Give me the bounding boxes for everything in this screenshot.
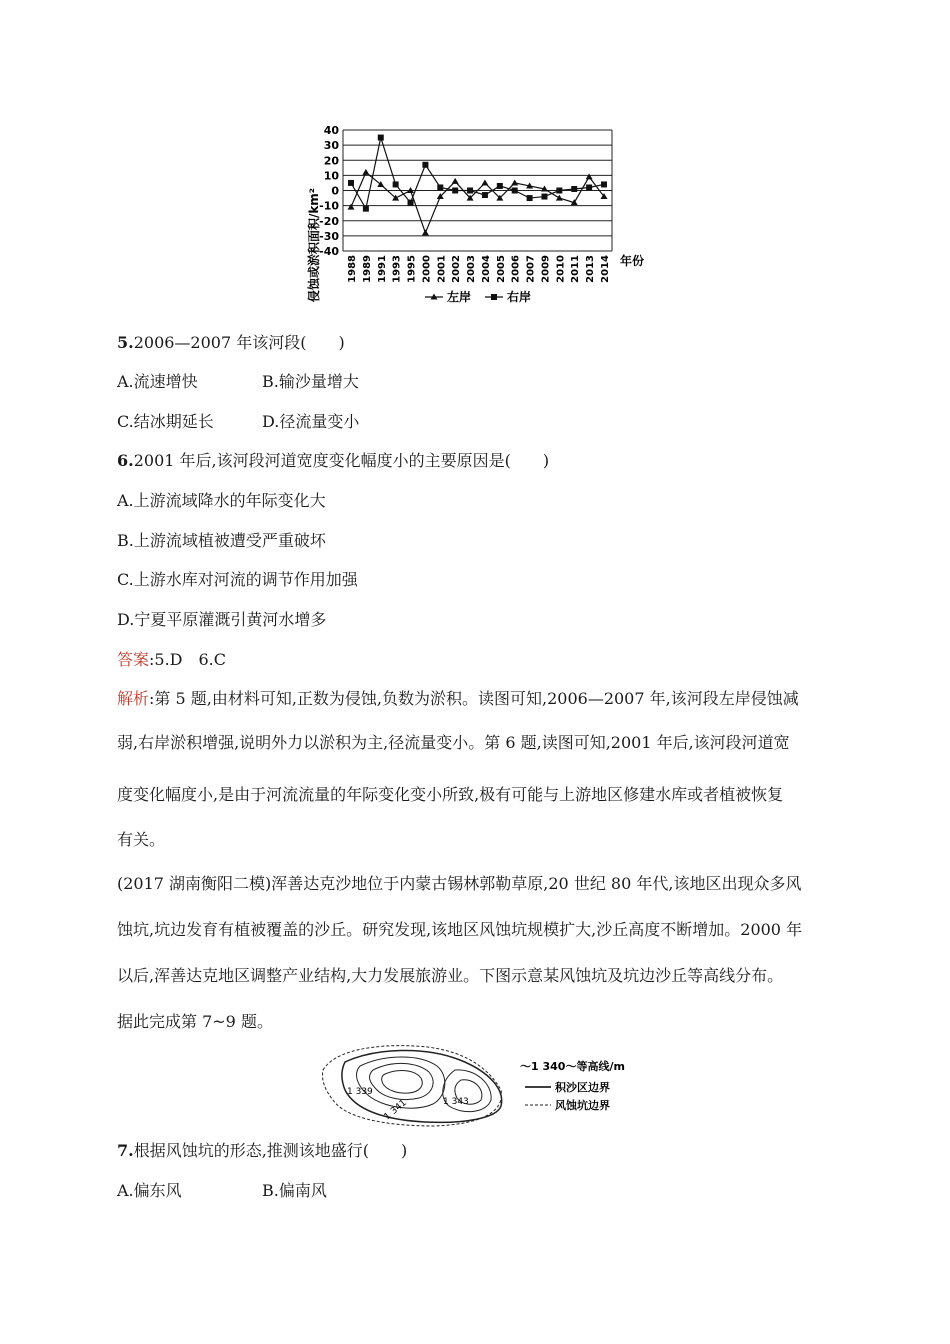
x-tick-label: 2005 — [495, 254, 507, 283]
x-tick-label: 2007 — [525, 255, 537, 283]
point-left-bank — [348, 204, 355, 210]
x-tick-label: 2003 — [466, 255, 478, 283]
point-right-bank — [363, 206, 369, 212]
point-right-bank — [482, 192, 488, 198]
q5-option-b[interactable]: B.输沙量增大 — [262, 372, 359, 391]
legend-marker-square — [491, 294, 497, 300]
analysis-line-2: 弱,右岸淤积增强,说明外力以淤积为主,径流量变小。第 6 题,读图可知,2001 年后,该河段河道宽 — [117, 733, 790, 752]
legend-sand: 积沙区边界 — [555, 1081, 610, 1094]
y-tick-label: 0 — [331, 184, 339, 198]
chart-ylabel: 侵蚀或淤积面积/km² — [307, 187, 321, 303]
point-right-bank — [348, 180, 354, 186]
legend-label: 左岸 — [447, 290, 472, 304]
q6-stem: 6.2001 年后,该河段河道宽度变化幅度小的主要原因是( ) — [117, 451, 550, 470]
point-right-bank — [556, 188, 562, 194]
q7-option-b[interactable]: B.偏南风 — [262, 1181, 327, 1200]
q5-option-d[interactable]: D.径流量变小 — [262, 412, 360, 431]
q7-option-a[interactable]: A.偏东风 — [117, 1181, 182, 1200]
contour-label-341: 1 341 — [382, 1098, 409, 1123]
contour-line — [370, 1063, 434, 1099]
legend-contour: ～1 340～等高线/m — [520, 1060, 625, 1073]
analysis-line-3: 度变化幅度小,是由于河流流量的年际变化变小所致,极有可能与上游地区修建水库或者植被恢复 — [117, 785, 784, 804]
y-tick-label: 20 — [323, 154, 339, 168]
x-tick-label: 2004 — [480, 255, 492, 283]
point-right-bank — [408, 200, 414, 206]
legend-pit: 风蚀坑边界 — [555, 1099, 610, 1112]
x-tick-label: 2000 — [421, 255, 433, 283]
series-line-right-bank — [351, 138, 604, 209]
y-tick-label: -20 — [319, 214, 339, 228]
analysis-line-1: 解析:第 5 题,由材料可知,正数为侵蚀,负数为淤积。读图可知,2006—2007 年,该河段左岸侵蚀减 — [117, 689, 799, 708]
point-right-bank — [422, 162, 428, 168]
q6-option-a[interactable]: A.上游流域降水的年际变化大 — [117, 491, 326, 510]
chart-xlabel: 年份 — [620, 254, 645, 268]
point-right-bank — [527, 195, 533, 201]
q5-option-c[interactable]: C.结冰期延长 — [117, 412, 214, 431]
x-tick-label: 1995 — [406, 255, 418, 283]
answer: 答案:5.D 6.C — [117, 650, 227, 669]
x-tick-label: 2001 — [436, 255, 448, 283]
point-right-bank — [393, 181, 399, 187]
y-tick-label: -10 — [319, 199, 339, 213]
point-right-bank — [586, 184, 592, 190]
series-line-left-bank — [351, 172, 604, 233]
point-right-bank — [601, 181, 607, 187]
x-tick-label: 2013 — [585, 255, 597, 283]
material-line-2: 蚀坑,坑边发育有植被覆盖的沙丘。研究发现,该地区风蚀坑规模扩大,沙丘高度不断增加。2000 年 — [117, 920, 803, 939]
x-tick-label: 2014 — [600, 255, 611, 283]
point-right-bank — [571, 186, 577, 192]
x-tick-label: 1988 — [347, 255, 358, 283]
y-tick-label: -40 — [319, 245, 339, 258]
point-left-bank — [586, 173, 593, 179]
x-tick-label: 2010 — [555, 255, 567, 283]
x-tick-label: 2009 — [540, 255, 552, 283]
y-tick-label: 30 — [323, 139, 339, 153]
material-line-1: (2017 湖南衡阳二模)浑善达克沙地位于内蒙古锡林郭勒草原,20 世纪 80 年代,该地区出现众多风 — [117, 874, 802, 893]
point-right-bank — [497, 183, 503, 189]
wind-pit-contour-map — [315, 1040, 645, 1130]
contour-label-339: 1 339 — [347, 1087, 373, 1097]
x-tick-label: 2006 — [510, 255, 522, 283]
legend-label: 右岸 — [507, 290, 532, 304]
q7-stem: 7.根据风蚀坑的形态,推测该地盛行( ) — [117, 1141, 408, 1160]
point-left-bank — [481, 179, 488, 185]
q5-stem: 5.2006—2007 年该河段( ) — [117, 333, 345, 352]
x-tick-label: 2011 — [570, 255, 582, 283]
analysis-line-4: 有关。 — [117, 830, 166, 849]
y-tick-label: -30 — [319, 229, 339, 243]
point-left-bank — [511, 179, 518, 185]
x-tick-label: 2002 — [451, 255, 463, 283]
x-tick-label: 1991 — [376, 255, 388, 283]
x-tick-label: 1993 — [391, 255, 403, 283]
point-left-bank — [556, 195, 563, 201]
point-right-bank — [512, 188, 518, 194]
point-right-bank — [541, 194, 547, 200]
contour-line — [382, 1071, 423, 1094]
y-tick-label: 10 — [323, 169, 339, 183]
point-right-bank — [437, 184, 443, 190]
point-right-bank — [467, 188, 473, 194]
material-line-4: 据此完成第 7~9 题。 — [117, 1012, 273, 1031]
point-left-bank — [362, 169, 369, 175]
q6-option-b[interactable]: B.上游流域植被遭受严重破坏 — [117, 531, 326, 550]
point-right-bank — [452, 188, 458, 194]
point-left-bank — [452, 178, 459, 184]
q5-option-a[interactable]: A.流速增快 — [117, 372, 198, 391]
material-line-3: 以后,浑善达克地区调整产业结构,大力发展旅游业。下图示意某风蚀坑及坑边沙丘等高线分布。 — [117, 966, 784, 985]
point-right-bank — [378, 135, 384, 141]
q6-option-c[interactable]: C.上游水库对河流的调节作用加强 — [117, 570, 358, 589]
point-left-bank — [422, 229, 429, 235]
y-tick-label: 40 — [323, 124, 339, 137]
x-tick-label: 1989 — [361, 255, 373, 283]
q6-option-d[interactable]: D.宁夏平原灌溉引黄河水增多 — [117, 610, 327, 629]
contour-label-343: 1 343 — [443, 1097, 469, 1107]
